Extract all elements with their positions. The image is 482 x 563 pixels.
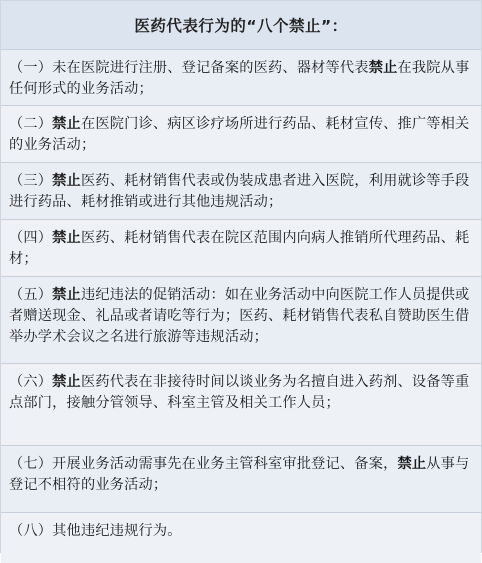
item-text-after: 医药、耗材销售代表或伪装成患者进入医院，利用就诊等手段进行药品、耗材推销或进行其他违规活动； xyxy=(9,173,470,210)
item-prohibit-keyword: 禁止 xyxy=(52,173,81,189)
prohibition-item xyxy=(1,277,481,364)
notice-title: 医药代表行为的“八个禁止”： xyxy=(1,1,481,50)
item-text-after: 医药、耗材销售代表在院区范围内向病人推销所代理药品、耗材； xyxy=(9,230,470,267)
item-list xyxy=(1,50,481,563)
item-text-before: 开展业务活动需事先在业务主管科室审批登记、备案， xyxy=(52,456,398,472)
item-text-before: 其他违纪违规行为。 xyxy=(52,523,182,539)
item-number: （四） xyxy=(9,230,53,246)
item-prohibit-keyword: 禁止 xyxy=(52,287,81,303)
prohibition-item xyxy=(1,106,481,163)
item-number: （二） xyxy=(9,116,53,132)
item-text-after: 医药代表在非接待时间以谈业务为名擅自进入药剂、设备等重点部门，接触分管领导、科室主管及相关工作人员； xyxy=(9,374,470,411)
item-text-after: 在医院门诊、病区诊疗场所进行药品、耗材宣传、推广等相关的业务活动； xyxy=(9,116,470,153)
item-prohibit-keyword: 禁止 xyxy=(52,230,81,246)
prohibition-item xyxy=(1,50,481,106)
item-number: （五） xyxy=(9,287,53,303)
item-prohibit-keyword: 禁止 xyxy=(52,116,81,132)
item-number: （八） xyxy=(9,523,53,539)
item-number: （六） xyxy=(9,374,53,390)
item-number: （三） xyxy=(9,173,53,189)
item-number: （七） xyxy=(9,456,53,472)
item-text-after: 违纪违法的促销活动：如在业务活动中向医院工作人员提供或者赠送现金、礼品或者请吃等行为；医药、耗材销售代表私自赞助医生借举办学术会议之名进行旅游等违规活动； xyxy=(9,287,470,345)
item-prohibit-keyword: 禁止 xyxy=(368,60,398,76)
item-prohibit-keyword: 禁止 xyxy=(397,456,427,472)
prohibition-item xyxy=(1,364,481,446)
item-prohibit-keyword: 禁止 xyxy=(52,374,81,390)
item-text-after: 在我院从事任何形式的业务活动； xyxy=(9,60,470,97)
item-number: （一） xyxy=(9,60,53,76)
prohibition-item xyxy=(1,446,481,513)
prohibition-item xyxy=(1,163,481,220)
item-text-before: 未在医院进行注册、登记备案的医药、器材等代表 xyxy=(52,60,369,76)
prohibition-item xyxy=(1,513,481,563)
prohibition-item xyxy=(1,220,481,277)
item-text-after: 从事与登记不相符的业务活动； xyxy=(9,456,470,493)
